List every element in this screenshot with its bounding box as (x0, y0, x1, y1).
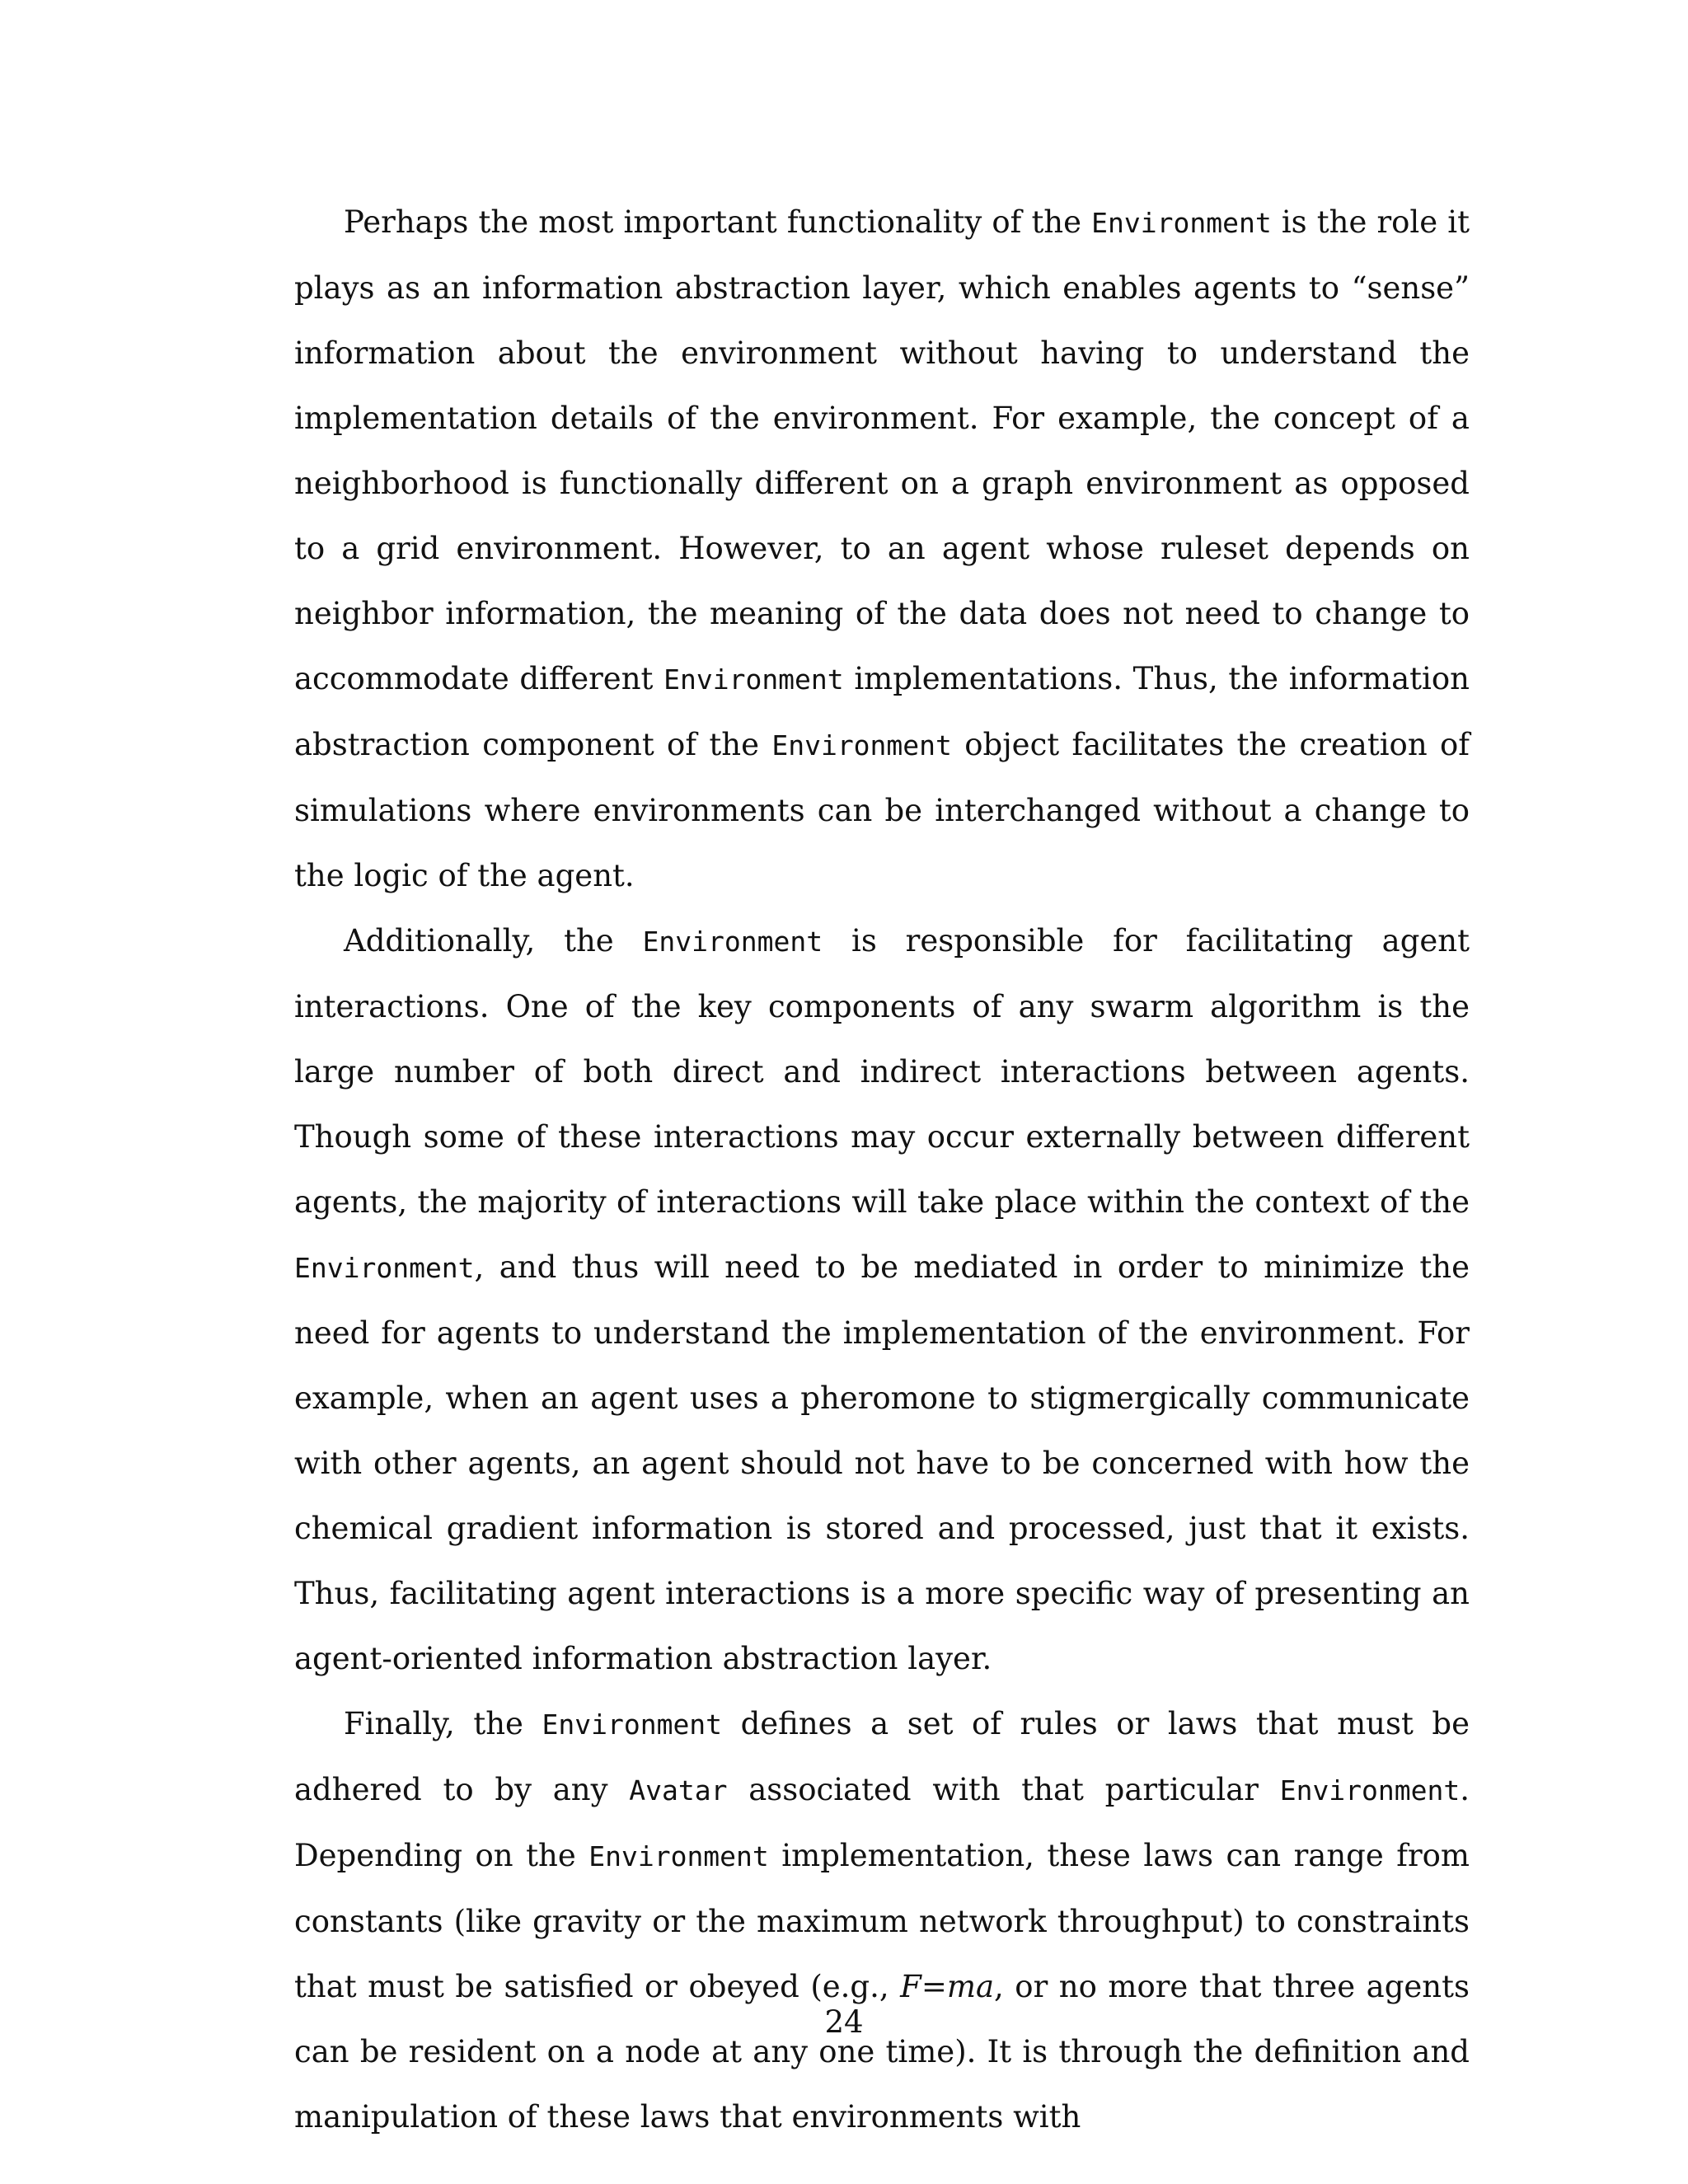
text-run: is responsible for facilitating agent interactions. One of the key components of any swarm algorithm is the large number of both direct and indirect interactions between agents. Though some of these interactions may occur externally between different agents, the majority of interactions will take place within the context of the (294, 923, 1470, 1220)
text-run: , or no more that three agents can be resident on a node at any one time). It is through the definition and manipulation of these laws that environments with (294, 1969, 1470, 2135)
math-term: F (900, 1969, 921, 2004)
text-run: defines a set of rules or laws that must be adhered to by any (294, 1706, 1470, 1807)
code-term: Environment (642, 926, 823, 958)
text-run: , and thus will need to be mediated in order to minimize the need for agents to understand the implementation of the environment. For example, when an agent uses a pheromone to stigmergically communicate with other agents, an agent should not have to be concerned with how the chemical gradient information is stored and processed, just that it exists. Thus, facilitating agent interactions is a more specific way of presenting an agent-oriented information abstraction layer. (294, 1249, 1470, 1676)
text-run: associated with that particular (727, 1772, 1280, 1807)
paragraph-2 (294, 908, 1470, 1691)
body-text (294, 190, 1470, 2149)
text-run: . Depending on the (294, 1772, 1470, 1873)
code-term: Environment (588, 1840, 769, 1872)
text-run: implementations. Thus, the information abstraction component of the (294, 661, 1470, 762)
code-term: Environment (1091, 207, 1272, 239)
math-term: ma (946, 1969, 995, 2004)
code-term: Environment (542, 1708, 723, 1741)
text-run: Perhaps the most important functionality of the (344, 204, 1092, 240)
code-term: Environment (294, 1252, 475, 1284)
text-run: = (921, 1969, 947, 2004)
code-term: Environment (663, 663, 844, 696)
paragraph-1 (294, 190, 1470, 908)
text-run: Finally, the (344, 1706, 542, 1741)
text-run: implementation, these laws can range from constants (like gravity or the maximum network throughput) to constraints that must be satisfied or obeyed (e.g., (294, 1838, 1470, 2004)
page-number: 24 (824, 2004, 864, 2040)
code-term: Environment (1279, 1774, 1461, 1807)
text-run: is the role it plays as an information abstraction layer, which enables agents to “sense” information about the environment without having to understand the implementation details of the environment. For example, the concept of a neighborhood is functionally different on a graph environment as opposed to a grid environment. However, to an agent whose ruleset depends on neighbor information, the meaning of the data does not need to change to accommodate different (294, 204, 1470, 696)
code-term: Avatar (629, 1774, 728, 1807)
text-run: object facilitates the creation of simulations where environments can be interchanged without a change to the logic of the agent. (294, 727, 1470, 893)
text-run: Additionally, the (344, 923, 643, 958)
paragraph-3 (294, 1691, 1470, 2149)
code-term: Environment (771, 729, 952, 762)
